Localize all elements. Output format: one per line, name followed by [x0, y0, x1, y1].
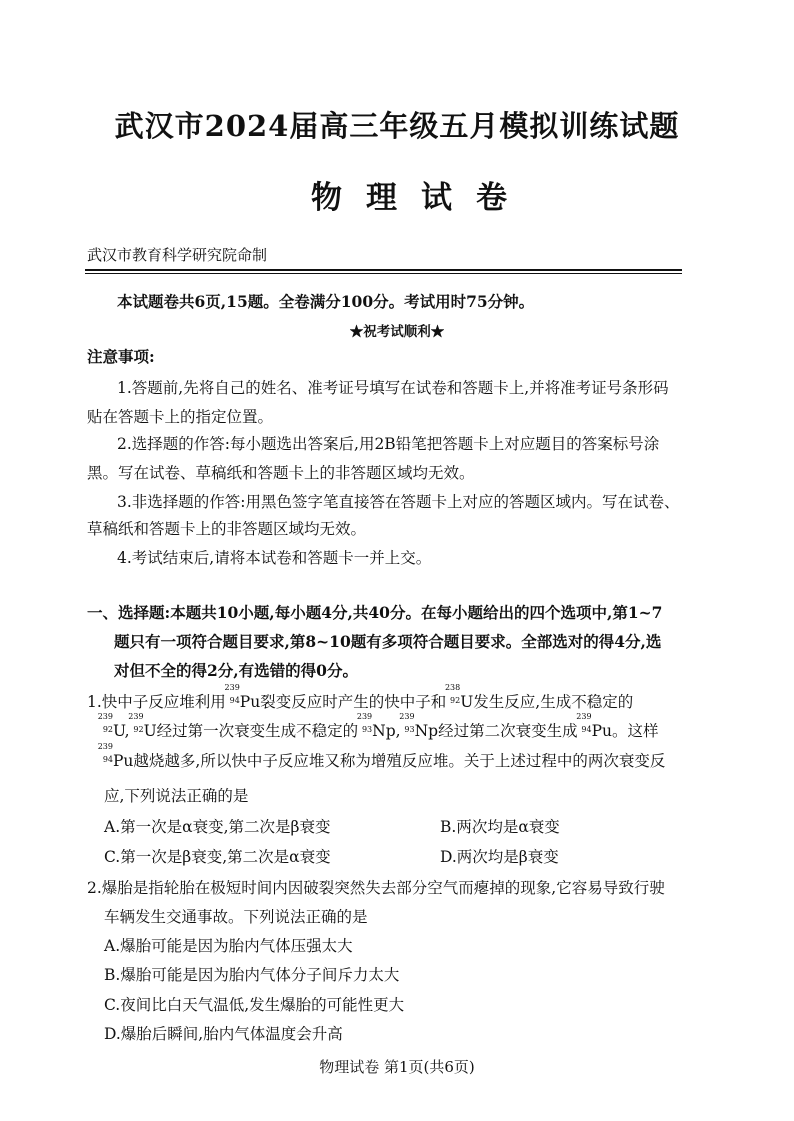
nuclide-np239: 239 93: [399, 712, 415, 734]
section-1-line-2: 题只有一项符合题目要求,第8~10题有多项符合题目要求。全部选对的得4分,选: [114, 632, 662, 651]
question-1-line-2: [97, 712, 659, 741]
q1-text: U经过第一次衰变生成不稳定的: [143, 722, 359, 740]
note-4: 4.考试结束后,请将本试卷和答题卡一并上交。: [117, 549, 432, 567]
nuclide-np239: 239 93: [356, 712, 373, 734]
section-1-line-3: 对但不全的得2分,有选错的得0分。: [114, 661, 358, 680]
exam-title: 武汉市2024届高三年级五月模拟训练试题: [114, 109, 680, 143]
nuclide-pu239: 239 94: [97, 742, 113, 764]
q1-option-b: B.两次均是α衰变: [440, 818, 560, 836]
nuclide-pu239: 239 94: [576, 712, 592, 734]
q1-text: Np,: [372, 722, 401, 740]
question-1-line-1: [87, 683, 634, 712]
section-1-line-1: 一、选择题:本题共10小题,每小题4分,共40分。在每小题给出的四个选项中,第1~7: [87, 603, 663, 622]
note-3-line-1: 3.非选择题的作答:用黑色签字笔直接答在答题卡上对应的答题区域内。写在试卷、: [117, 493, 680, 511]
q1-text: 1.快中子反应堆利用: [87, 693, 226, 711]
question-1-line-4: 应,下列说法正确的是: [104, 787, 249, 805]
good-luck-banner: ★祝考试顺利★: [349, 324, 445, 340]
q1-text: U,: [113, 722, 130, 740]
nuclide-pu239: 239 94: [224, 683, 240, 705]
exam-summary: 本试题卷共6页,15题。全卷满分100分。考试用时75分钟。: [117, 292, 535, 311]
q1-text: Np经过第二次衰变生成: [414, 722, 578, 740]
nuclide-u238: 238 92: [444, 683, 461, 705]
note-2-line-1: 2.选择题的作答:每小题选出答案后,用2B铅笔把答题卡上对应题目的答案标号涂: [117, 435, 660, 453]
subject-title: 物理试卷: [311, 180, 531, 216]
note-1-line-2: 贴在答题卡上的指定位置。: [87, 408, 274, 426]
note-3-line-2: 草稿纸和答题卡上的非答题区域均无效。: [87, 520, 367, 538]
question-2-line-1: 2.爆胎是指轮胎在极短时间内因破裂突然失去部分空气而瘪掉的现象,它容易导致行驶: [87, 879, 665, 897]
q2-option-b: B.爆胎可能是因为胎内气体分子间斥力太大: [104, 966, 400, 984]
nuclide-u239: 239 92: [128, 712, 144, 734]
q2-option-d: D.爆胎后瞬间,胎内气体温度会升高: [104, 1025, 343, 1043]
q2-option-c: C.夜间比白天气温低,发生爆胎的可能性更大: [104, 996, 405, 1014]
q1-option-c: C.第一次是β衰变,第二次是α衰变: [104, 848, 331, 866]
notes-heading: 注意事项:: [87, 347, 155, 366]
nuclide-u239: 239 92: [97, 712, 113, 734]
divider: [85, 273, 682, 274]
q1-text: Pu越烧越多,所以快中子反应堆又称为增殖反应堆。关于上述过程中的两次衰变反: [113, 752, 666, 770]
question-1-line-3: [97, 742, 666, 771]
q2-option-a: A.爆胎可能是因为胎内气体压强太大: [104, 937, 353, 955]
q1-text: U发生反应,生成不稳定的: [460, 693, 634, 711]
q1-option-d: D.两次均是β衰变: [440, 848, 559, 866]
question-2-line-2: 车辆发生交通事故。下列说法正确的是: [104, 908, 368, 926]
q1-text: Pu。这样: [591, 722, 659, 740]
note-2-line-2: 黑。写在试卷、草稿纸和答题卡上的非答题区域均无效。: [87, 464, 475, 482]
page-footer: 物理试卷 第1页(共6页): [319, 1058, 475, 1076]
q1-text: Pu裂变反应时产生的快中子和: [239, 693, 447, 711]
divider: [85, 269, 682, 271]
q1-option-a: A.第一次是α衰变,第二次是β衰变: [104, 818, 331, 836]
issuer: 武汉市教育科学研究院命制: [87, 246, 268, 264]
note-1-line-1: 1.答题前,先将自己的姓名、准考证号填写在试卷和答题卡上,并将准考证号条形码: [117, 379, 669, 397]
